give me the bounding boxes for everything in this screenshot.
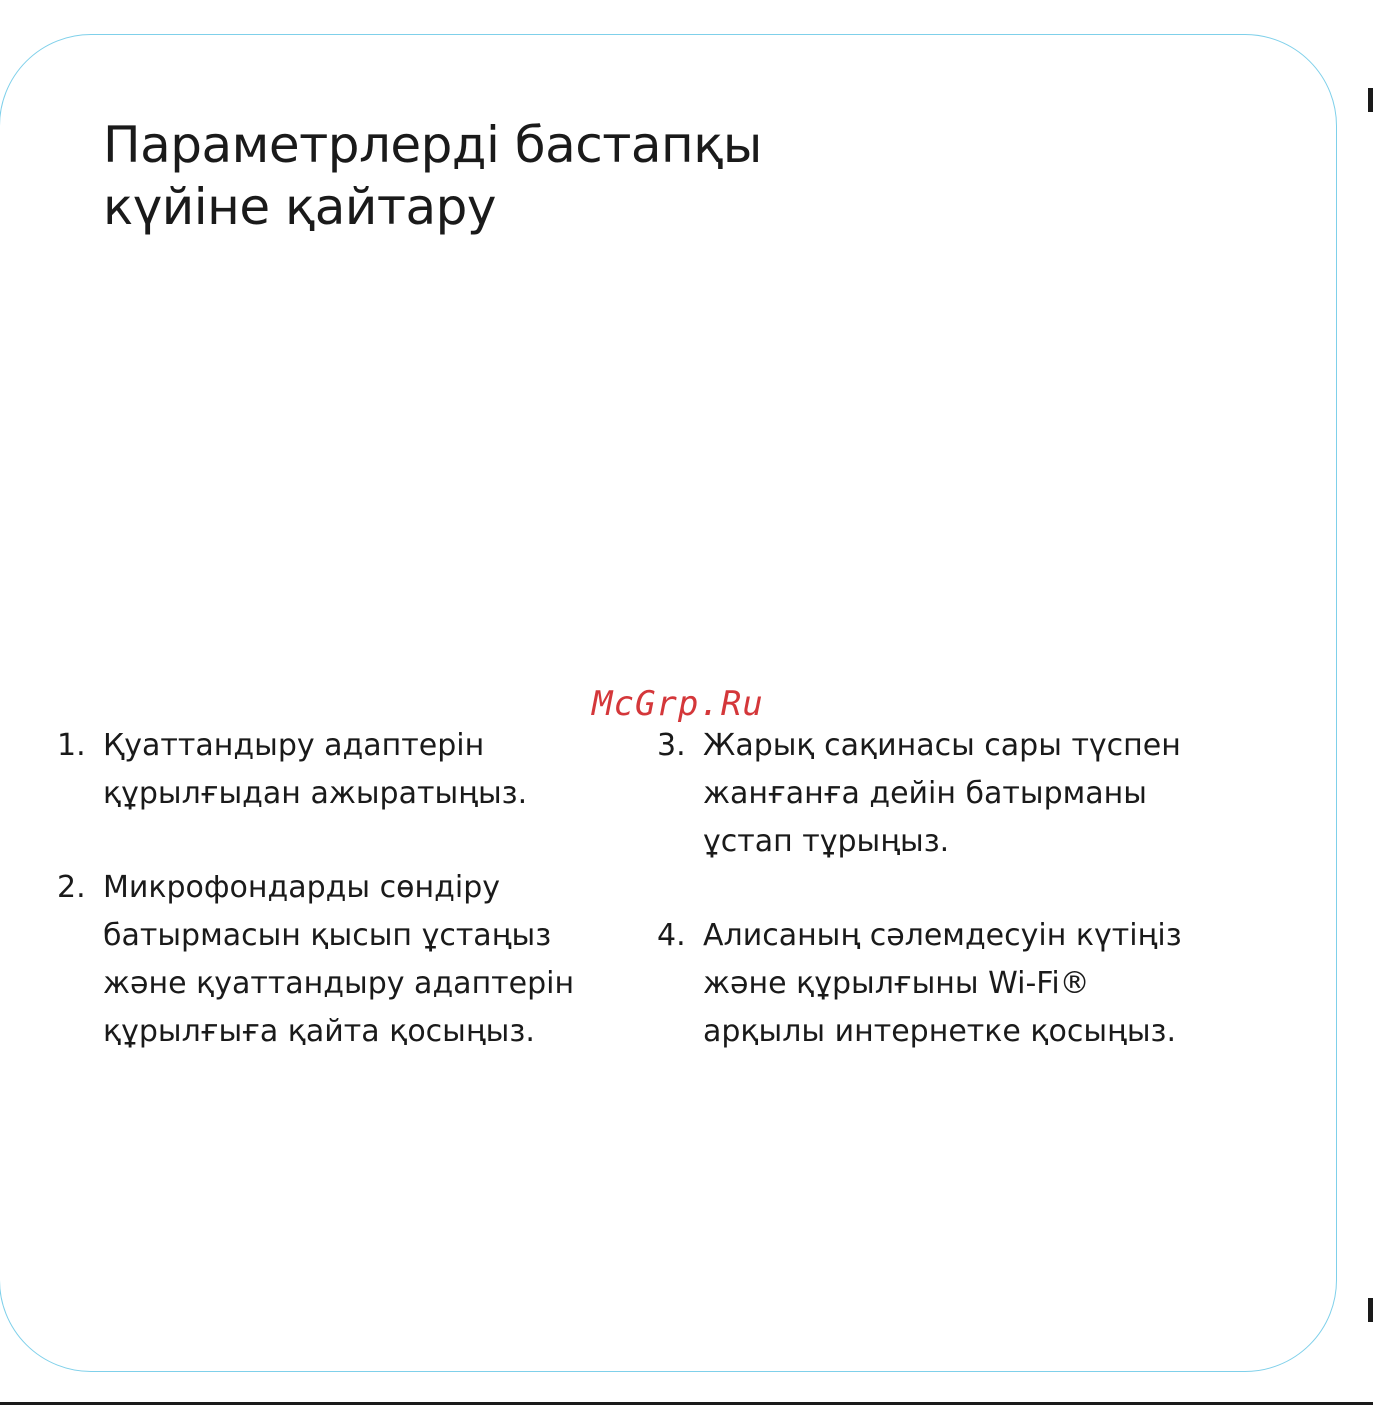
step-3-text xyxy=(703,722,1181,866)
step-1-number: 1. xyxy=(57,728,86,763)
bottom-rule xyxy=(0,1402,1373,1405)
step-2-line-2: батырмасын қысып ұстаңыз xyxy=(103,918,552,953)
step-2-line-1: Микрофондарды сөндіру xyxy=(103,870,500,905)
step-4-number: 4. xyxy=(657,918,686,953)
step-2-number: 2. xyxy=(57,870,86,905)
step-4-line-3: арқылы интернетке қосыңыз. xyxy=(703,1014,1177,1049)
step-3-line-3: ұстап тұрыңыз. xyxy=(703,824,950,859)
step-3-line-2: жанғанға дейін батырманы xyxy=(703,776,1147,811)
page-title-line-1: Параметрлерді бастапқы xyxy=(103,116,762,174)
watermark: McGrp.Ru xyxy=(592,684,764,724)
step-2-text xyxy=(103,864,574,1056)
step-2-line-3: және қуаттандыру адаптерін xyxy=(103,966,575,1001)
step-4-line-2: және құрылғыны Wi-Fi® xyxy=(703,966,1090,1001)
crop-mark-top xyxy=(1368,88,1373,112)
step-1-text xyxy=(103,722,527,818)
step-1-line-1: Қуаттандыру адаптерін xyxy=(103,728,485,763)
page-title xyxy=(103,114,762,238)
step-4-text xyxy=(703,912,1182,1056)
step-1-line-2: құрылғыдан ажыратыңыз. xyxy=(103,776,528,811)
page-title-line-2: күйіне қайтару xyxy=(103,178,496,236)
step-3-number: 3. xyxy=(657,728,686,763)
step-4-line-1: Алисаның сәлемдесуін күтіңіз xyxy=(703,918,1182,953)
step-3-line-1: Жарық сақинасы сары түспен xyxy=(703,728,1181,763)
step-2-line-4: құрылғыға қайта қосыңыз. xyxy=(103,1014,535,1049)
crop-mark-bottom xyxy=(1368,1298,1373,1322)
